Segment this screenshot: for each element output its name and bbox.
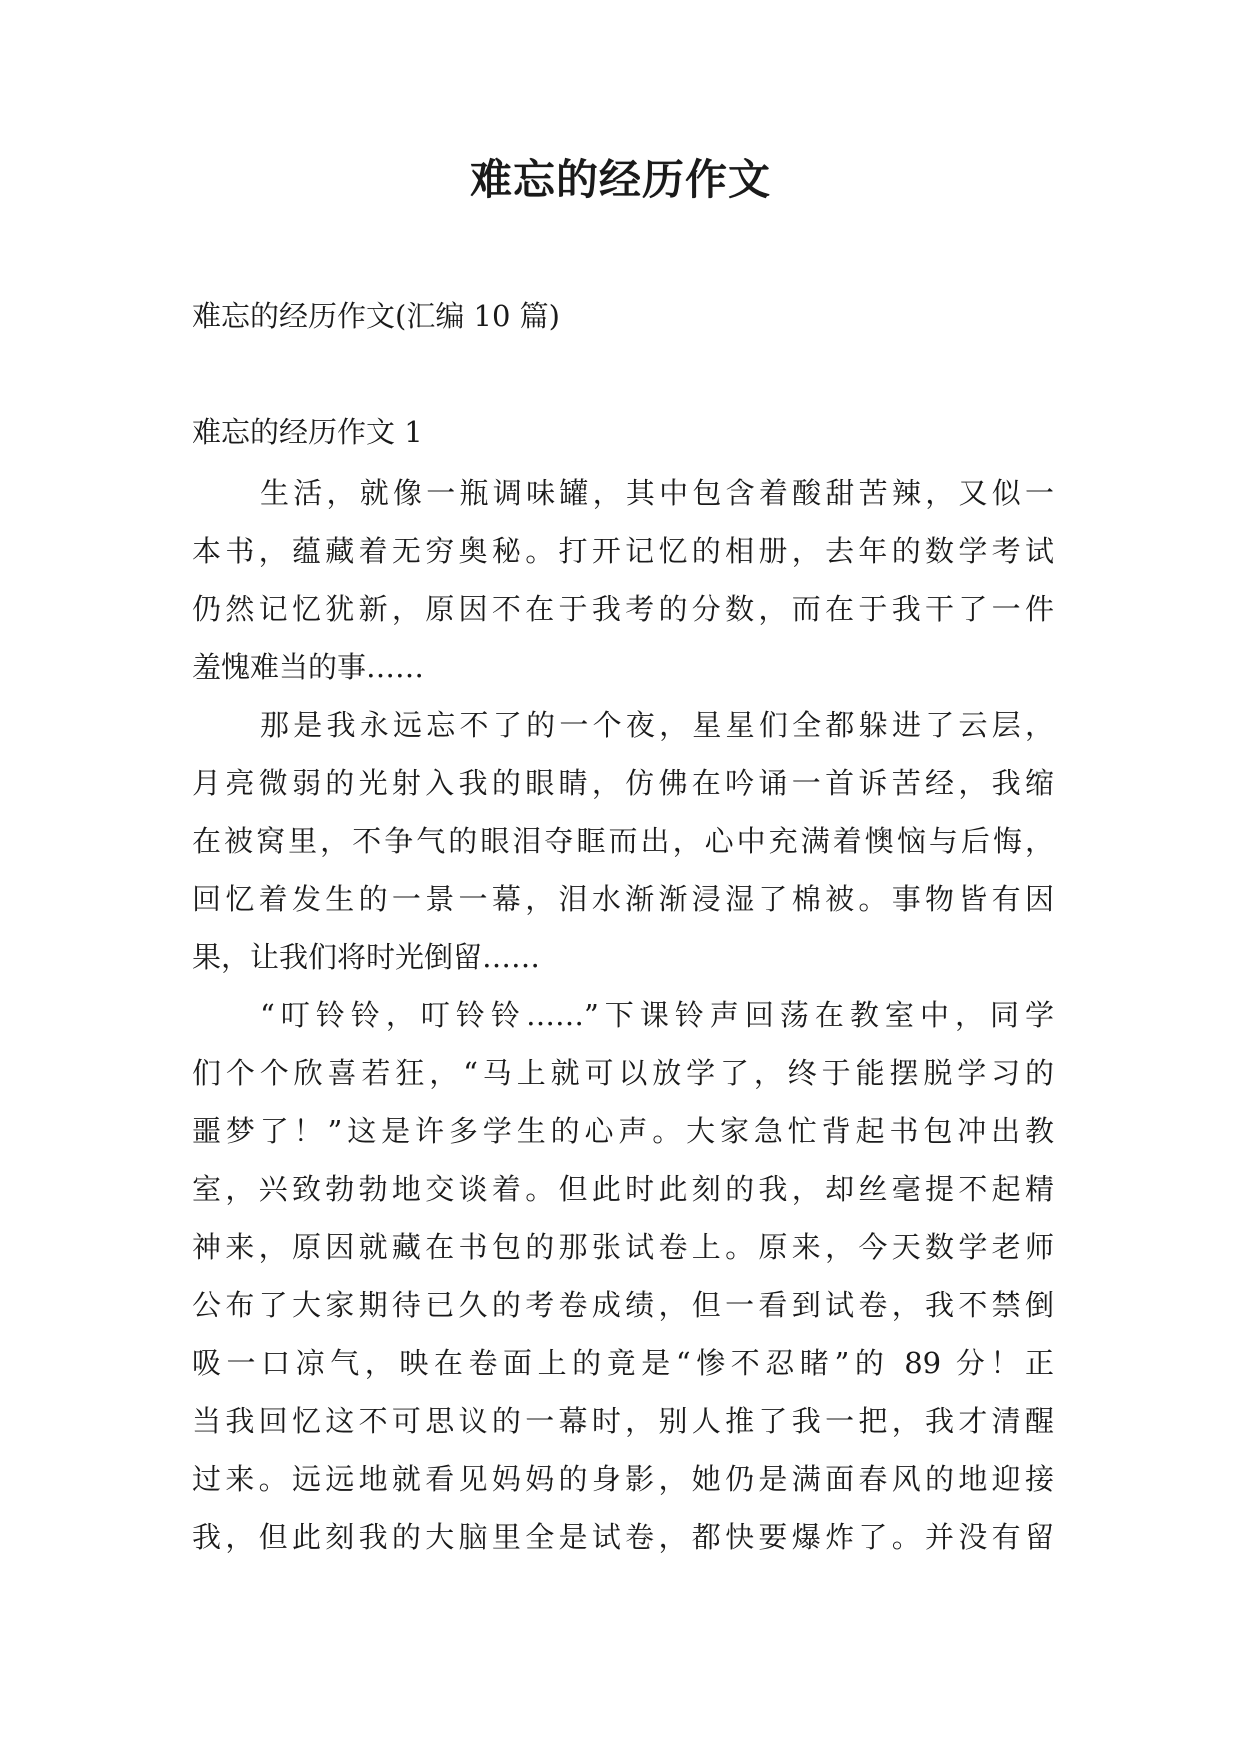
text-line: 过来。远远地就看见妈妈的身影，她仍是满面春风的地迎接 xyxy=(192,1462,1054,1496)
text-line: 公布了大家期待已久的考卷成绩，但一看到试卷，我不禁倒 xyxy=(192,1288,1054,1322)
text-line: 在被窝里，不争气的眼泪夺眶而出，心中充满着懊恼与后悔， xyxy=(192,824,1054,858)
text-line: “叮铃铃，叮铃铃……”下课铃声回荡在教室中，同学 xyxy=(260,998,1054,1032)
text-line: 那是我永远忘不了的一个夜，星星们全都躲进了云层， xyxy=(260,708,1054,742)
document-subtitle: 难忘的经历作文(汇编 10 篇) xyxy=(192,299,560,333)
text-line: 们个个欣喜若狂，“马上就可以放学了，终于能摆脱学习的 xyxy=(192,1056,1054,1090)
text-line: 室，兴致勃勃地交谈着。但此时此刻的我，却丝毫提不起精 xyxy=(192,1172,1054,1206)
text-line: 回忆着发生的一景一幕，泪水渐渐浸湿了棉被。事物皆有因 xyxy=(192,882,1054,916)
essay-body xyxy=(192,464,1054,1566)
document-title: 难忘的经历作文 xyxy=(469,155,771,204)
text-line: 吸一口凉气，映在卷面上的竟是“惨不忍睹”的 89 分！正 xyxy=(192,1346,1054,1380)
text-line: 当我回忆这不可思议的一幕时，别人推了我一把，我才清醒 xyxy=(192,1404,1054,1438)
text-line: 仍然记忆犹新，原因不在于我考的分数，而在于我干了一件 xyxy=(192,592,1054,626)
text-line: 我，但此刻我的大脑里全是试卷，都快要爆炸了。并没有留 xyxy=(192,1520,1054,1554)
text-line: 神来，原因就藏在书包的那张试卷上。原来，今天数学老师 xyxy=(192,1230,1054,1264)
text-line: 月亮微弱的光射入我的眼睛，仿佛在吟诵一首诉苦经，我缩 xyxy=(192,766,1054,800)
paragraph-3 xyxy=(192,986,1054,1566)
text-line: 果，让我们将时光倒留…… xyxy=(192,940,541,974)
section-heading: 难忘的经历作文 1 xyxy=(192,415,423,449)
paragraph-2 xyxy=(192,696,1054,986)
text-line: 生活，就像一瓶调味罐，其中包含着酸甜苦辣，又似一 xyxy=(260,476,1054,510)
paragraph-1 xyxy=(192,464,1054,696)
text-line: 羞愧难当的事…… xyxy=(192,650,425,684)
text-line: 本书，蕴藏着无穷奥秘。打开记忆的相册，去年的数学考试 xyxy=(192,534,1054,568)
text-line: 噩梦了！”这是许多学生的心声。大家急忙背起书包冲出教 xyxy=(192,1114,1054,1148)
